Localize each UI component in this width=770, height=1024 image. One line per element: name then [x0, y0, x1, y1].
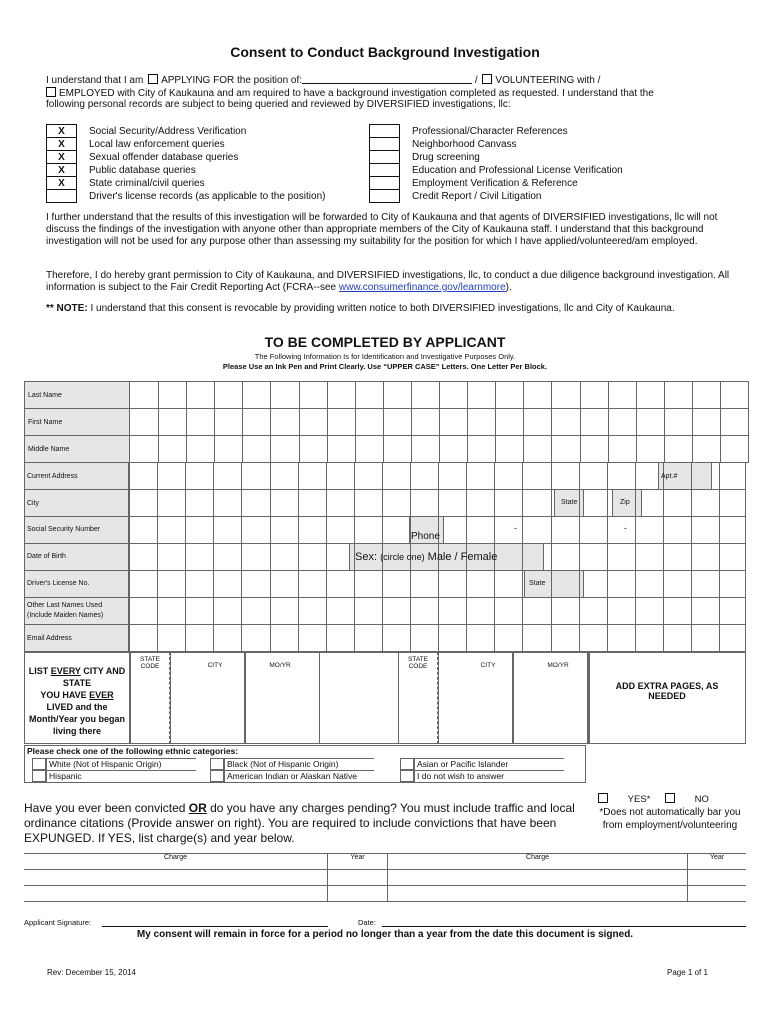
cell-divider [466, 625, 467, 652]
document-title: Consent to Conduct Background Investigation [230, 44, 540, 60]
cell-divider [466, 490, 467, 517]
cell-divider [185, 517, 186, 544]
cell-divider [494, 490, 495, 517]
cell-divider [354, 463, 355, 490]
cell-divider [270, 544, 271, 571]
check-right-item [370, 190, 624, 203]
cell-divider [466, 517, 467, 544]
label-first-name: First Name [25, 409, 130, 436]
cell-divider [438, 571, 439, 598]
cell-divider [635, 598, 636, 625]
ethnic-option[interactable]: White (Not of Hispanic Origin) [46, 758, 196, 770]
cell-divider [579, 490, 580, 517]
check-left-mark-box[interactable]: X [47, 151, 77, 164]
label-other-names-2: (Include Maiden Names) [27, 612, 104, 619]
cell-divider [579, 463, 580, 490]
cell-divider [270, 598, 271, 625]
cell-divider [522, 598, 523, 625]
cell-divider [326, 598, 327, 625]
cell-divider [522, 490, 523, 517]
check-right-label: Credit Report / Civil Litigation [412, 190, 542, 202]
cell-divider [326, 490, 327, 517]
cell-divider [551, 544, 552, 571]
check-left-mark-box[interactable]: X [47, 164, 77, 177]
cell-divider [579, 598, 580, 625]
cell-divider [354, 625, 355, 652]
cell-divider [551, 517, 552, 544]
charges-table[interactable] [24, 853, 746, 903]
label-middle-name: Middle Name [25, 436, 130, 463]
sex-field[interactable]: Sex: (circle one) Male / Female [355, 551, 498, 563]
cell-divider [635, 625, 636, 652]
cell-divider [185, 598, 186, 625]
state-code-header-1: STATE CODE [140, 656, 160, 670]
check-right-label: Neighborhood Canvass [412, 138, 517, 150]
year-column-2[interactable] [687, 853, 746, 901]
cell-divider [719, 544, 720, 571]
cell-divider [607, 544, 608, 571]
cell-divider [663, 517, 664, 544]
cell-divider [213, 490, 214, 517]
cell-divider [298, 517, 299, 544]
check-right-item [370, 125, 624, 138]
cell-divider [691, 517, 692, 544]
cell-divider [663, 598, 664, 625]
check-right-mark-box[interactable] [370, 151, 400, 164]
other-names-row[interactable] [24, 598, 746, 625]
cell-divider [298, 571, 299, 598]
cell-divider [579, 625, 580, 652]
cell-divider [129, 490, 130, 517]
check-left-label: State criminal/civil queries [89, 177, 205, 189]
check-right-label: Employment Verification & Reference [412, 177, 578, 189]
cell-divider [241, 598, 242, 625]
cell-divider [494, 598, 495, 625]
cell-divider [298, 490, 299, 517]
conviction-note: *Does not automatically bar you from employment/volunteering [599, 807, 741, 831]
cell-divider [466, 571, 467, 598]
ethnic-options [24, 758, 586, 782]
cell-divider [185, 544, 186, 571]
cell-divider [438, 490, 439, 517]
label-other-names-1: Other Last Names Used [27, 602, 103, 609]
cell-divider [157, 571, 158, 598]
cell-divider [494, 625, 495, 652]
cell-divider [326, 625, 327, 652]
cell-divider [382, 463, 383, 490]
check-left-item [47, 190, 326, 203]
section-title: TO BE COMPLETED BY APPLICANT [264, 334, 506, 350]
cell-divider [241, 517, 242, 544]
cell-divider [326, 544, 327, 571]
date-line[interactable] [382, 926, 746, 927]
cell-divider [438, 625, 439, 652]
cell-divider [719, 625, 720, 652]
cell-divider [663, 490, 664, 517]
cell-divider [522, 463, 523, 490]
extra-pages-note: ADD EXTRA PAGES, AS NEEDED [588, 652, 746, 744]
label-dl-state: State [529, 580, 546, 587]
check-right-mark-box[interactable] [370, 190, 400, 203]
check-right-mark-box[interactable] [370, 138, 400, 151]
cell-divider [129, 571, 130, 598]
no-checkbox[interactable] [665, 793, 675, 803]
label-state: State [561, 499, 578, 506]
cell-divider [438, 598, 439, 625]
intro-line-1: I understand that I am APPLYING FOR the position of: / VOLUNTEERING with / [46, 75, 601, 86]
year-column-2-header: Year [709, 854, 725, 861]
ethnic-option[interactable]: Asian or Pacific Islander [414, 758, 564, 770]
cell-divider [213, 598, 214, 625]
cell-divider [241, 544, 242, 571]
paragraph-permission: Therefore, I do hereby grant permission to City of Kaukauna, and DIVERSIFIED investigations, llc, to conduct a due diligence background investigation. All information is subject to the Fair Credit Reporting Act (FCRA--see www.consumerfinance.gov/learnmore). [46, 270, 730, 293]
check-left-mark-box[interactable]: X [47, 177, 77, 190]
cell-divider [298, 598, 299, 625]
cell-divider [522, 517, 523, 544]
cell-divider [551, 598, 552, 625]
cell-divider [270, 625, 271, 652]
date-label: Date: [358, 918, 376, 927]
city-header-1: CITY [207, 662, 223, 669]
cell-divider [129, 463, 130, 490]
check-right-label: Drug screening [412, 151, 480, 163]
position-field[interactable] [302, 74, 472, 84]
cell-divider [635, 463, 636, 490]
cell-divider [663, 571, 664, 598]
cell-divider [185, 571, 186, 598]
ethnic-option[interactable]: I do not wish to answer [414, 770, 564, 782]
cell-divider [382, 571, 383, 598]
cell-divider [410, 625, 411, 652]
cell-divider [241, 490, 242, 517]
cell-divider [719, 517, 720, 544]
yes-checkbox[interactable] [598, 793, 608, 803]
yes-no-row: YES* NO [596, 793, 746, 805]
moyr-header-1: MO/YR [269, 662, 291, 669]
cell-divider [298, 463, 299, 490]
cell-divider [663, 625, 664, 652]
check-left-mark-box[interactable] [47, 190, 77, 203]
check-right-mark-box[interactable] [370, 125, 400, 138]
cell-divider [157, 625, 158, 652]
label-phone: Phone [411, 531, 440, 542]
cell-divider [607, 625, 608, 652]
cell-divider [607, 598, 608, 625]
label-dl: Driver's License No. [27, 580, 90, 587]
cell-divider [551, 463, 552, 490]
check-left-item [47, 151, 326, 164]
city-header-2: CITY [480, 662, 496, 669]
cell-divider [326, 571, 327, 598]
cell-divider [607, 463, 608, 490]
cell-divider [494, 571, 495, 598]
cell-divider [522, 544, 523, 571]
consent-duration: My consent will remain in force for a period no longer than a year from the date this document is signed. [136, 929, 634, 940]
check-left-label: Social Security/Address Verification [89, 125, 247, 137]
year-column-header: Year [350, 854, 365, 861]
cell-divider [213, 571, 214, 598]
state-code-header-2: STATE CODE [408, 656, 428, 670]
cell-divider [157, 544, 158, 571]
cell-divider [691, 598, 692, 625]
label-email: Email Address [27, 635, 72, 642]
check-left-item [47, 138, 326, 151]
cell-divider [354, 490, 355, 517]
check-right-mark-box[interactable] [370, 164, 400, 177]
cell-divider [354, 517, 355, 544]
cell-divider [719, 571, 720, 598]
cell-divider [382, 625, 383, 652]
form-grid [24, 381, 746, 651]
check-right-item [370, 138, 624, 151]
cell-divider [719, 598, 720, 625]
cell-divider [185, 490, 186, 517]
subtitle-1: The Following Information Is for Identification and Investigative Purposes Only. [254, 352, 516, 361]
cell-divider [185, 625, 186, 652]
fcra-link[interactable]: www.consumerfinance.gov/learnmore [338, 282, 506, 293]
moyr-header-2: MO/YR [547, 662, 569, 669]
check-left-label: Driver's license records (as applicable to the position) [89, 190, 326, 202]
check-left-item [47, 177, 326, 190]
cell-divider [298, 625, 299, 652]
cell-divider [213, 463, 214, 490]
check-left-label: Public database queries [89, 164, 196, 176]
charge-row-line [24, 901, 746, 902]
intro-line-3: following personal records are subject to being queried and reviewed by DIVERSIFIED investigations, llc: [46, 99, 511, 110]
cell-divider [719, 490, 720, 517]
cell-divider [607, 571, 608, 598]
checklist-left [46, 124, 326, 203]
cell-divider [579, 571, 580, 598]
ethnic-option[interactable]: Black (Not of Hispanic Origin) [224, 758, 374, 770]
cell-divider [157, 463, 158, 490]
cell-divider [213, 625, 214, 652]
ssn-row[interactable] [24, 517, 746, 544]
cell-divider [213, 517, 214, 544]
cell-divider [157, 517, 158, 544]
ethnic-checkbox[interactable] [32, 758, 46, 770]
cell-divider [635, 544, 636, 571]
cell-divider [607, 517, 608, 544]
check-right-mark-box[interactable] [370, 177, 400, 190]
employed-checkbox[interactable] [46, 87, 56, 97]
address-row[interactable] [24, 463, 746, 490]
cell-divider [382, 598, 383, 625]
cell-divider [691, 544, 692, 571]
cell-divider [129, 517, 130, 544]
cell-divider [522, 571, 523, 598]
cell-divider [410, 571, 411, 598]
city-row-label-cell [24, 490, 129, 517]
charge-column[interactable] [24, 853, 327, 901]
ethnic-heading: Please check one of the following ethnic categories: [27, 746, 239, 756]
cell-divider [241, 625, 242, 652]
label-ssn: Social Security Number [27, 526, 101, 533]
cell-divider [157, 490, 158, 517]
cell-divider [185, 463, 186, 490]
check-right-label: Education and Professional License Verification [412, 164, 623, 176]
cell-divider [410, 463, 411, 490]
cell-divider [129, 544, 130, 571]
charge-row-line [24, 885, 746, 886]
label-last-name: Last Name [25, 382, 130, 409]
check-right-item [370, 151, 624, 164]
cell-divider [607, 490, 608, 517]
cell-divider [551, 625, 552, 652]
cell-divider [494, 517, 495, 544]
ethnic-option[interactable]: Hispanic [46, 770, 196, 782]
label-dob: Date of Birth [27, 553, 66, 560]
conviction-question: Have you ever been convicted OR do you have any charges pending? You must include traffic and local ordinance citations (Provide answer on right). You are required to include convictions that have been EXPUNGED. If YES, list charge(s) and year below. [24, 801, 575, 845]
cell-divider [635, 490, 636, 517]
ethnic-checkbox[interactable] [32, 770, 46, 782]
check-right-item [370, 177, 624, 190]
email-row[interactable] [24, 625, 746, 652]
signature-line[interactable] [102, 926, 328, 927]
cell-divider [354, 571, 355, 598]
cell-divider [551, 490, 552, 517]
dl-row[interactable] [24, 571, 746, 598]
check-left-item [47, 125, 326, 138]
phone-dash: - [624, 523, 627, 533]
checklist-right [369, 124, 624, 203]
volunteering-checkbox[interactable] [482, 74, 492, 84]
label-current-address: Current Address [27, 473, 78, 480]
cell-divider [410, 598, 411, 625]
ssn-dash: - [514, 523, 517, 533]
ethnic-checkbox[interactable] [210, 758, 224, 770]
charge-row-line [24, 869, 746, 870]
applying-checkbox[interactable] [148, 74, 158, 84]
cell-divider [270, 517, 271, 544]
label-apt: Apt.# [661, 473, 678, 480]
cell-divider [438, 463, 439, 490]
subtitle-2: Please Use an Ink Pen and Print Clearly. Use “UPPER CASE” Letters. One Letter Per Block. [222, 362, 548, 371]
check-left-mark-box[interactable]: X [47, 125, 77, 138]
cell-divider [270, 490, 271, 517]
charge-column-header: Charge [164, 854, 187, 861]
cell-divider [494, 463, 495, 490]
cell-divider [354, 598, 355, 625]
cell-divider [270, 463, 271, 490]
cell-divider [719, 463, 720, 490]
cell-divider [579, 544, 580, 571]
label-zip: Zip [620, 499, 630, 506]
cell-divider [382, 517, 383, 544]
charge-column-2-header: Charge [526, 854, 549, 861]
ethnic-checkbox[interactable] [400, 758, 414, 770]
revision-date: Rev: December 15, 2014 [47, 968, 136, 977]
cell-divider [129, 598, 130, 625]
cell-divider [326, 463, 327, 490]
cell-divider [298, 544, 299, 571]
check-left-mark-box[interactable]: X [47, 138, 77, 151]
cell-divider [157, 598, 158, 625]
cell-divider [410, 490, 411, 517]
check-left-item [47, 164, 326, 177]
cell-divider [466, 598, 467, 625]
cell-divider [691, 571, 692, 598]
cell-divider [551, 571, 552, 598]
label-city: City [27, 500, 40, 507]
note-line: ** NOTE: I understand that this consent is revocable by providing written notice to both DIVERSIFIED investigations, llc and City of Kaukauna. [46, 303, 675, 314]
cell-divider [270, 571, 271, 598]
cell-divider [691, 490, 692, 517]
page-number: Page 1 of 1 [667, 968, 708, 977]
check-right-label: Professional/Character References [412, 125, 568, 137]
cell-divider [522, 625, 523, 652]
cities-label: LIST EVERY CITY AND STATE YOU HAVE EVER LIVED and the Month/Year you began living there [24, 652, 130, 744]
ethnic-checkbox[interactable] [210, 770, 224, 782]
ethnic-checkbox[interactable] [400, 770, 414, 782]
cell-divider [466, 463, 467, 490]
cell-divider [241, 463, 242, 490]
check-right-item [370, 164, 624, 177]
ethnic-option[interactable]: American Indian or Alaskan Native [224, 770, 374, 782]
cell-divider [635, 517, 636, 544]
cell-divider [579, 517, 580, 544]
intro-line-2: EMPLOYED with City of Kaukauna and am required to have a background investigation completed as requested. I understand that the [46, 87, 736, 100]
cell-divider [663, 544, 664, 571]
cell-divider [213, 544, 214, 571]
cell-divider [241, 571, 242, 598]
paragraph-results: I further understand that the results of this investigation will be forwarded to City of Kaukauna and that agents of DIVERSIFIED investigations, llc will not discuss the findings of the investigation with anyone other than appropriate members of the City of Kaukauna staff. I understand that this background investigation will not be used for any purpose other than assessing my suitability for the position for which I have applied/volunteered/am employed. [46, 212, 718, 247]
cell-divider [326, 517, 327, 544]
check-left-label: Local law enforcement queries [89, 138, 225, 150]
cell-divider [691, 625, 692, 652]
year-column[interactable] [327, 853, 387, 901]
check-left-label: Sexual offender database queries [89, 151, 239, 163]
signature-label: Applicant Signature: [24, 918, 92, 927]
charge-column-2[interactable] [387, 853, 687, 901]
cell-divider [382, 490, 383, 517]
cell-divider [129, 625, 130, 652]
cell-divider [635, 571, 636, 598]
cell-divider [691, 463, 692, 490]
